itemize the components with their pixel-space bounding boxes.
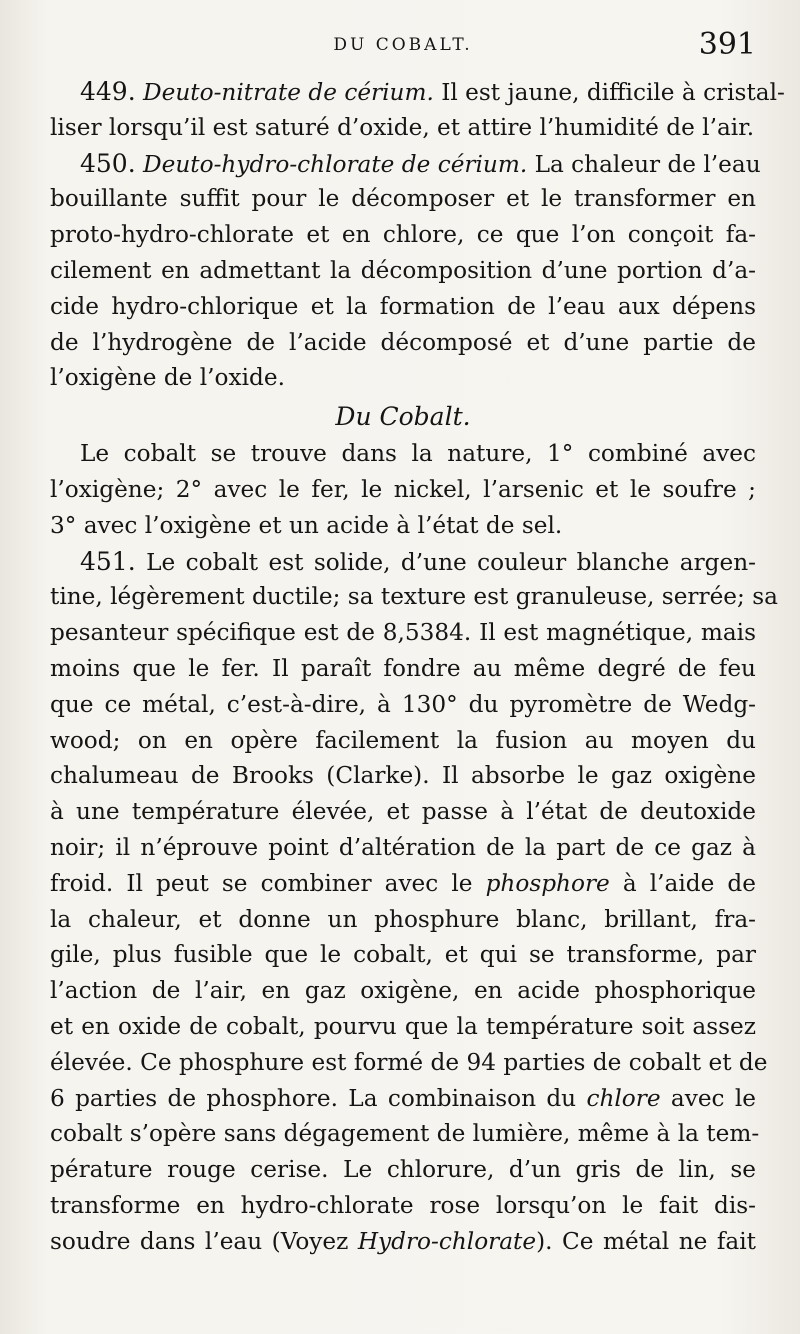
paragraph-title: Deuto-hydro-chlorate de cérium.	[143, 150, 528, 178]
text-line: tine, légèrement ductile; sa texture est granuleuse, serrée; sa	[50, 583, 778, 611]
text-line: noir; il n’éprouve point d’altération de la part de ce gaz à	[50, 833, 756, 861]
text-line: que ce métal, c’est-à-dire, à 130° du pyromètre de Wedg-	[50, 690, 756, 718]
italic-term: chlore	[586, 1084, 661, 1112]
text-line: l’oxigène; 2° avec le fer, le nickel, l’arsenic et le soufre ;	[50, 475, 756, 503]
text-line: et en oxide de cobalt, pourvu que la température soit assez	[50, 1012, 756, 1040]
paragraph-title: Deuto-nitrate de cérium.	[143, 79, 434, 106]
text-line: la chaleur, et donne un phosphure blanc, brillant, fra-	[50, 905, 756, 933]
text-line: soudre dans l’eau (Voyez Hydro-chlorate). Ce métal ne fait	[50, 1227, 756, 1255]
text-line: de l’hydrogène de l’acide décomposé et d’une partie de	[50, 328, 756, 356]
text-line: Le cobalt se trouve dans la nature, 1° combiné avec	[80, 440, 756, 468]
section-title: Du Cobalt.	[335, 402, 471, 432]
text-line: moins que le fer. Il paraît fondre au même degré de feu	[50, 654, 756, 682]
text-line: bouillante suffit pour le décomposer et le transformer en	[50, 185, 756, 213]
text-line: pesanteur spécifique est de 8,5384. Il est magnétique, mais	[50, 619, 756, 647]
running-title: DU COBALT.	[333, 35, 473, 55]
text-line: 451. Le cobalt est solide, d’une couleur blanche argen-	[80, 546, 756, 576]
text-line: élevée. Ce phosphure est formé de 94 parties de cobalt et de	[50, 1048, 768, 1076]
text-line: cilement en admettant la décomposition d’une portion d’a-	[50, 256, 756, 284]
text-line: l’action de l’air, en gaz oxigène, en acide phosphorique	[50, 977, 756, 1005]
text-line: chalumeau de Brooks (Clarke). Il absorbe le gaz oxigène	[50, 762, 756, 790]
text-line: 450. Deuto-hydro-chlorate de cérium. La chaleur de l’eau	[80, 148, 761, 178]
text-line: pérature rouge cerise. Le chlorure, d’un gris de lin, se	[50, 1156, 756, 1184]
text-line: à une température élevée, et passe à l’état de deutoxide	[50, 798, 756, 826]
text-line: 449. Deuto-nitrate de cérium. Il est jaune, difficile à cristal-	[80, 77, 785, 106]
text-line: 6 parties de phosphore. La combinaison du chlore avec le	[50, 1084, 756, 1112]
running-head	[50, 27, 756, 74]
italic-term: phosphore	[485, 869, 610, 897]
text-line: transforme en hydro-chlorate rose lorsqu’on le fait dis-	[50, 1191, 756, 1219]
text-line: 3° avec l’oxigène et un acide à l’état de sel.	[50, 511, 563, 539]
italic-term: Hydro-chlorate	[357, 1227, 537, 1255]
text-line: cobalt s’opère sans dégagement de lumière, même à la tem-	[50, 1120, 760, 1148]
page-number: 391	[698, 27, 756, 62]
text-line: proto-hydro-chlorate et en chlore, ce que l’on conçoit fa-	[50, 221, 756, 249]
text-line: liser lorsqu’il est saturé d’oxide, et attire l’humidité de l’air.	[50, 113, 755, 141]
text-line: l’oxigène de l’oxide.	[50, 364, 285, 392]
body-text	[50, 74, 785, 1260]
paragraph-number: 450.	[80, 148, 136, 178]
text-line: froid. Il peut se combiner avec le phosphore à l’aide de	[50, 869, 757, 897]
text-line: gile, plus fusible que le cobalt, et qui se transforme, par	[50, 941, 756, 969]
paragraph-number: 449.	[80, 77, 136, 106]
text-line: wood; on en opère facilement la fusion au moyen du	[50, 726, 756, 754]
text-line: cide hydro-chlorique et la formation de l’eau aux dépens	[50, 292, 756, 320]
paragraph-number: 451.	[80, 546, 136, 576]
